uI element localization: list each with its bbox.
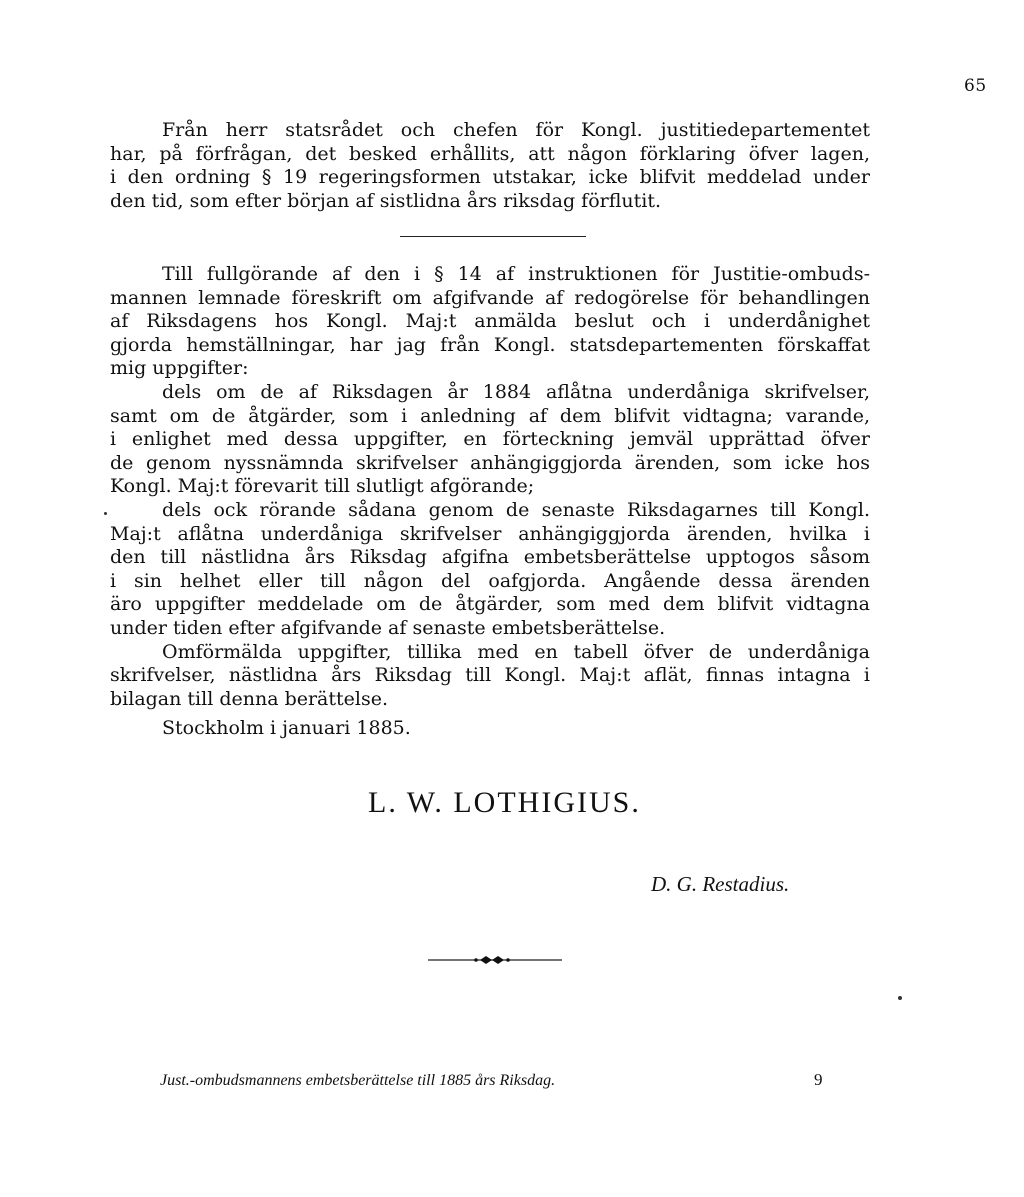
- paragraph-2-line: äro uppgifter meddelade om de åtgärder, som med dem blifvit vidtagna: [110, 593, 870, 616]
- paragraph-2-line: Till fullgörande af den i § 14 af instruktionen för Justitie-ombuds-: [162, 263, 870, 285]
- paragraph-2-line: gjorda hemställningar, har jag från Kongl. statsdepartementen förskaffat: [110, 333, 870, 356]
- section-divider: [400, 236, 586, 237]
- paragraph-2-line: dels ock rörande sådana genom de senaste Riksdagarnes till Kongl.: [162, 498, 870, 521]
- paragraph-2-line: mannen lemnade föreskrift om afgifvande af redogörelse för behandlingen: [110, 286, 870, 309]
- date-line: Stockholm i januari 1885.: [162, 717, 411, 739]
- signature-secondary: D. G. Restadius.: [651, 872, 790, 896]
- paragraph-1-line: den tid, som efter början af sistlidna års riksdag förflutit.: [110, 189, 662, 212]
- paragraph-1-line: Från herr statsrådet och chefen för Kongl. justitiedepartementet: [162, 119, 870, 141]
- paragraph-2-line: i sin helhet eller till någon del oafgjorda. Angående dessa ärenden: [110, 569, 870, 592]
- paragraph-2-line: den till nästlidna års Riksdag afgifna embetsberättelse upptogos såsom: [110, 546, 870, 569]
- paragraph-2-line: af Riksdagens hos Kongl. Maj:t anmälda beslut och i underdånighet: [110, 310, 870, 333]
- paragraph-2-line: Omförmälda uppgifter, tillika med en tabell öfver de underdåniga: [162, 640, 870, 663]
- paragraph-2: [110, 263, 870, 711]
- paragraph-2-line: mig uppgifter:: [110, 357, 249, 380]
- paragraph-2-line: dels om de af Riksdagen år 1884 aflåtna underdåniga skrifvelser,: [162, 380, 870, 403]
- signature-main: L. W. LOTHIGIUS.: [368, 786, 641, 819]
- footer-page-number: 9: [814, 1070, 823, 1089]
- footer-title: Just.-ombudsmannens embetsberättelse till 1885 års Riksdag.: [160, 1072, 556, 1089]
- paragraph-2-line: skrifvelser, nästlidna års Riksdag till Kongl. Maj:t aflät, finnas intagna i: [110, 664, 870, 687]
- paragraph-2-line: under tiden efter afgifvande af senaste embetsberättelse.: [110, 616, 666, 639]
- paragraph-1-line: har, på förfrågan, det besked erhållits, att någon förklaring öfver lagen,: [110, 142, 870, 165]
- paragraph-2-line: samt om de åtgärder, som i anledning af dem blifvit vidtagna; varande,: [110, 404, 870, 427]
- print-speck: [898, 996, 902, 1000]
- paragraph-2-line: i enlighet med dessa uppgifter, en förteckning jemväl upprättad öfver: [110, 428, 870, 451]
- paragraph-2-line: bilagan till denna berättelse.: [110, 687, 389, 710]
- paragraph-2-line: Maj:t aflåtna underdåniga skrifvelser anhängiggjorda ärenden, hvilka i: [110, 522, 870, 545]
- paragraph-1-line: i den ordning § 19 regeringsformen utstakar, icke blifvit meddelad under: [110, 166, 870, 189]
- ornament-divider-icon: [428, 953, 562, 967]
- page-number: 65: [964, 76, 987, 96]
- print-speck: [104, 512, 107, 515]
- paragraph-2-line: Kongl. Maj:t förevarit till slutligt afgörande;: [110, 475, 535, 498]
- paragraph-1: [110, 119, 870, 213]
- paragraph-2-line: de genom nyssnämnda skrifvelser anhängiggjorda ärenden, som icke hos: [110, 451, 870, 474]
